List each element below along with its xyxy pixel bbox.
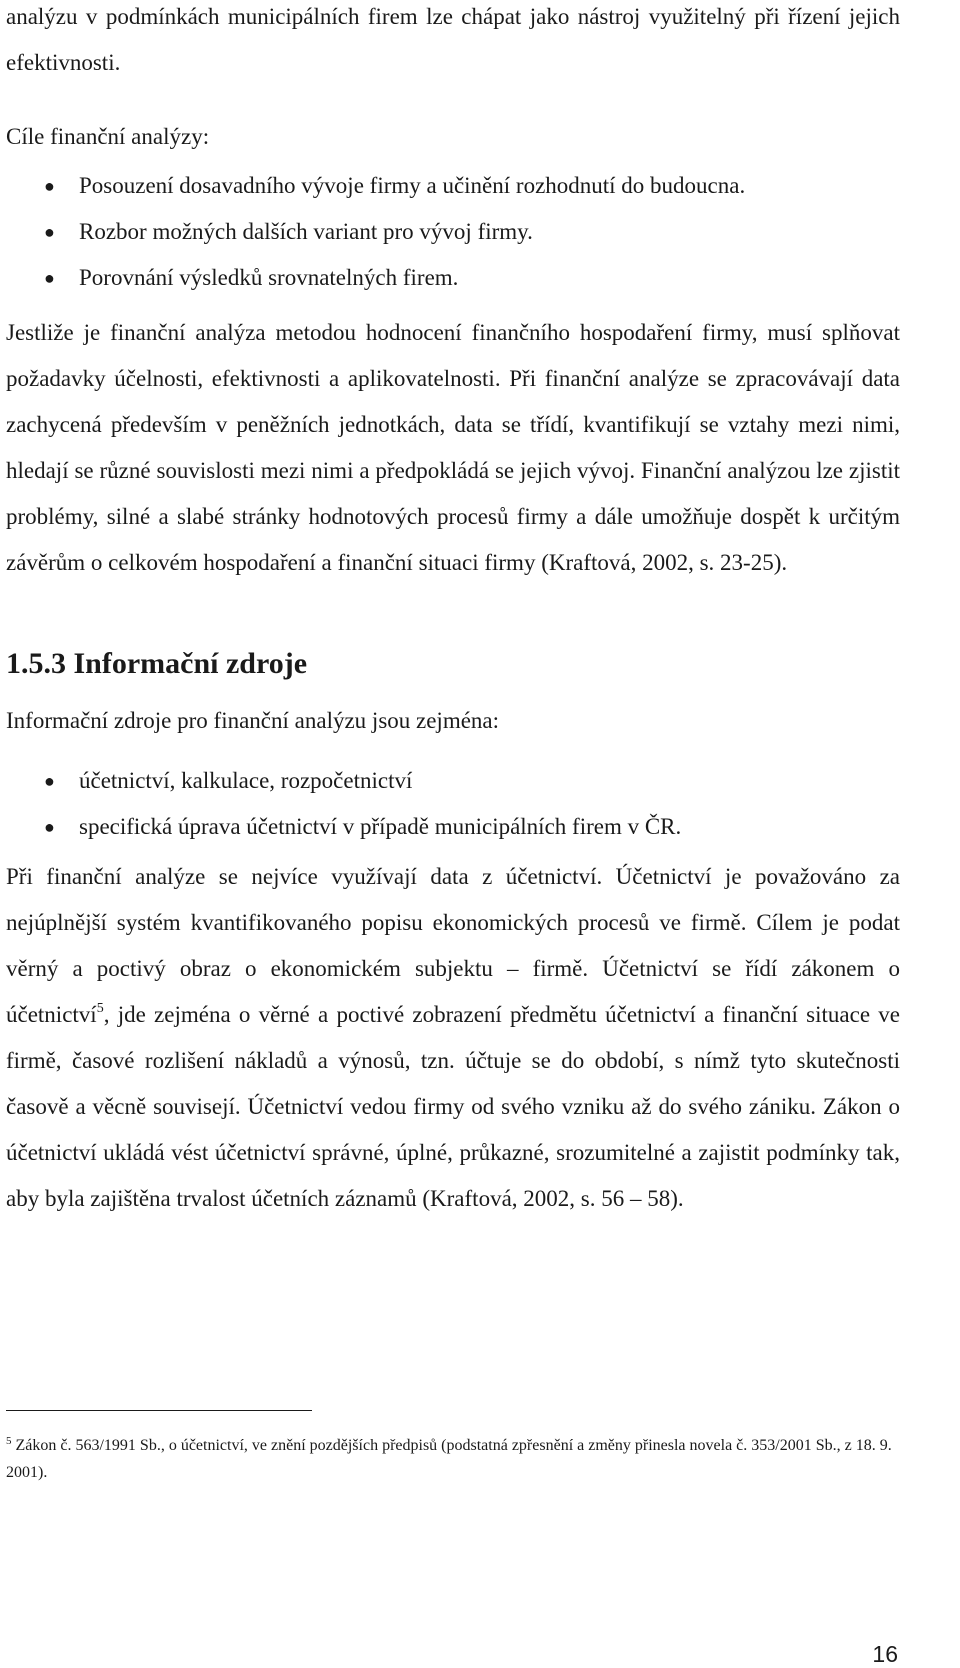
list-item [6,758,900,804]
footnote-separator [6,1410,312,1411]
page-number: 16 [872,1641,898,1667]
body-paragraph [6,854,900,1222]
intro-paragraph: analýzu v podmínkách municipálních firem lze chápat jako nástroj využitelný při řízení jejich efektivnosti. [6,4,900,75]
document-page [6,0,900,1222]
bullet-icon: ● [44,817,55,837]
list-item-text: Rozbor možných dalších variant pro vývoj firmy. [79,219,533,244]
list-item-text: Posouzení dosavadního vývoje firmy a učinění rozhodnutí do budoucna. [79,173,746,198]
list-item [6,255,900,301]
list-item-text: Porovnání výsledků srovnatelných firem. [79,265,459,290]
list-item [6,163,900,209]
footnote [6,1432,900,1486]
bullet-icon: ● [44,222,55,242]
list-item [6,209,900,255]
footnote-text: Zákon č. 563/1991 Sb., o účetnictví, ve znění pozdějších předpisů (podstatná zpřesnění a změny přinesla novela č. 353/2001 Sb., z 18. 9. 2001). [6,1437,892,1481]
sources-list [6,758,900,850]
bullet-icon: ● [44,176,55,196]
sources-intro: Informační zdroje pro finanční analýzu jsou zejména: [6,708,500,733]
body-paragraph: Jestliže je finanční analýza metodou hodnocení finančního hospodaření firmy, musí splňovat požadavky účelnosti, efektivnosti a aplikovatelnosti. Při finanční analýze se zpracovávají data zachycená především v peněžních jednotkách, data se třídí, kvantifikují se vztahy mezi nimi, hledají se různé souvislosti mezi nimi a předpokládá se jejich vývoj. Finanční analýzou lze zjistit problémy, silné a slabé stránky hodnotových procesů firmy a dále umožňuje dospět k určitým závěrům o celkovém hospodaření a finanční situaci firmy (Kraftová, 2002, s. 23-25). [6,320,900,575]
paragraph-text: Při finanční analýze se nejvíce využívají data z účetnictví. Účetnictví je považováno za nejúplnější systém kvantifikovaného popisu ekonomických procesů ve firmě. Cílem je podat věrný a poctivý obraz o ekonomickém subjektu – firmě. Účetnictví se řídí zákonem o účetnictví [6,864,900,1027]
bullet-icon: ● [44,771,55,791]
list-item-text: účetnictví, kalkulace, rozpočetnictví [79,768,413,793]
goals-list [6,163,900,301]
goals-heading: Cíle finanční analýzy: [6,124,210,149]
list-item [6,804,900,850]
paragraph-text: , jde zejména o věrné a poctivé zobrazení předmětu účetnictví a finanční situace ve firmě, časové rozlišení nákladů a výnosů, tzn. účtuje se do období, s nímž tyto skutečnosti časově a věcně souvisejí. Účetnictví vedou firmy od svého vzniku až do svého zániku. Zákon o účetnictví ukládá vést účetnictví správné, úplné, průkazné, srozumitelné a zajistit podmínky tak, aby byla zajištěna trvalost účetních záznamů (Kraftová, 2002, s. 56 – 58). [6,1002,900,1211]
footnote-reference[interactable]: 5 [96,1001,104,1016]
list-item-text: specifická úprava účetnictví v případě municipálních firem v ČR. [79,814,682,839]
section-heading: 1.5.3 Informační zdroje [6,647,308,680]
footnote-number: 5 [6,1435,12,1447]
bullet-icon: ● [44,268,55,288]
